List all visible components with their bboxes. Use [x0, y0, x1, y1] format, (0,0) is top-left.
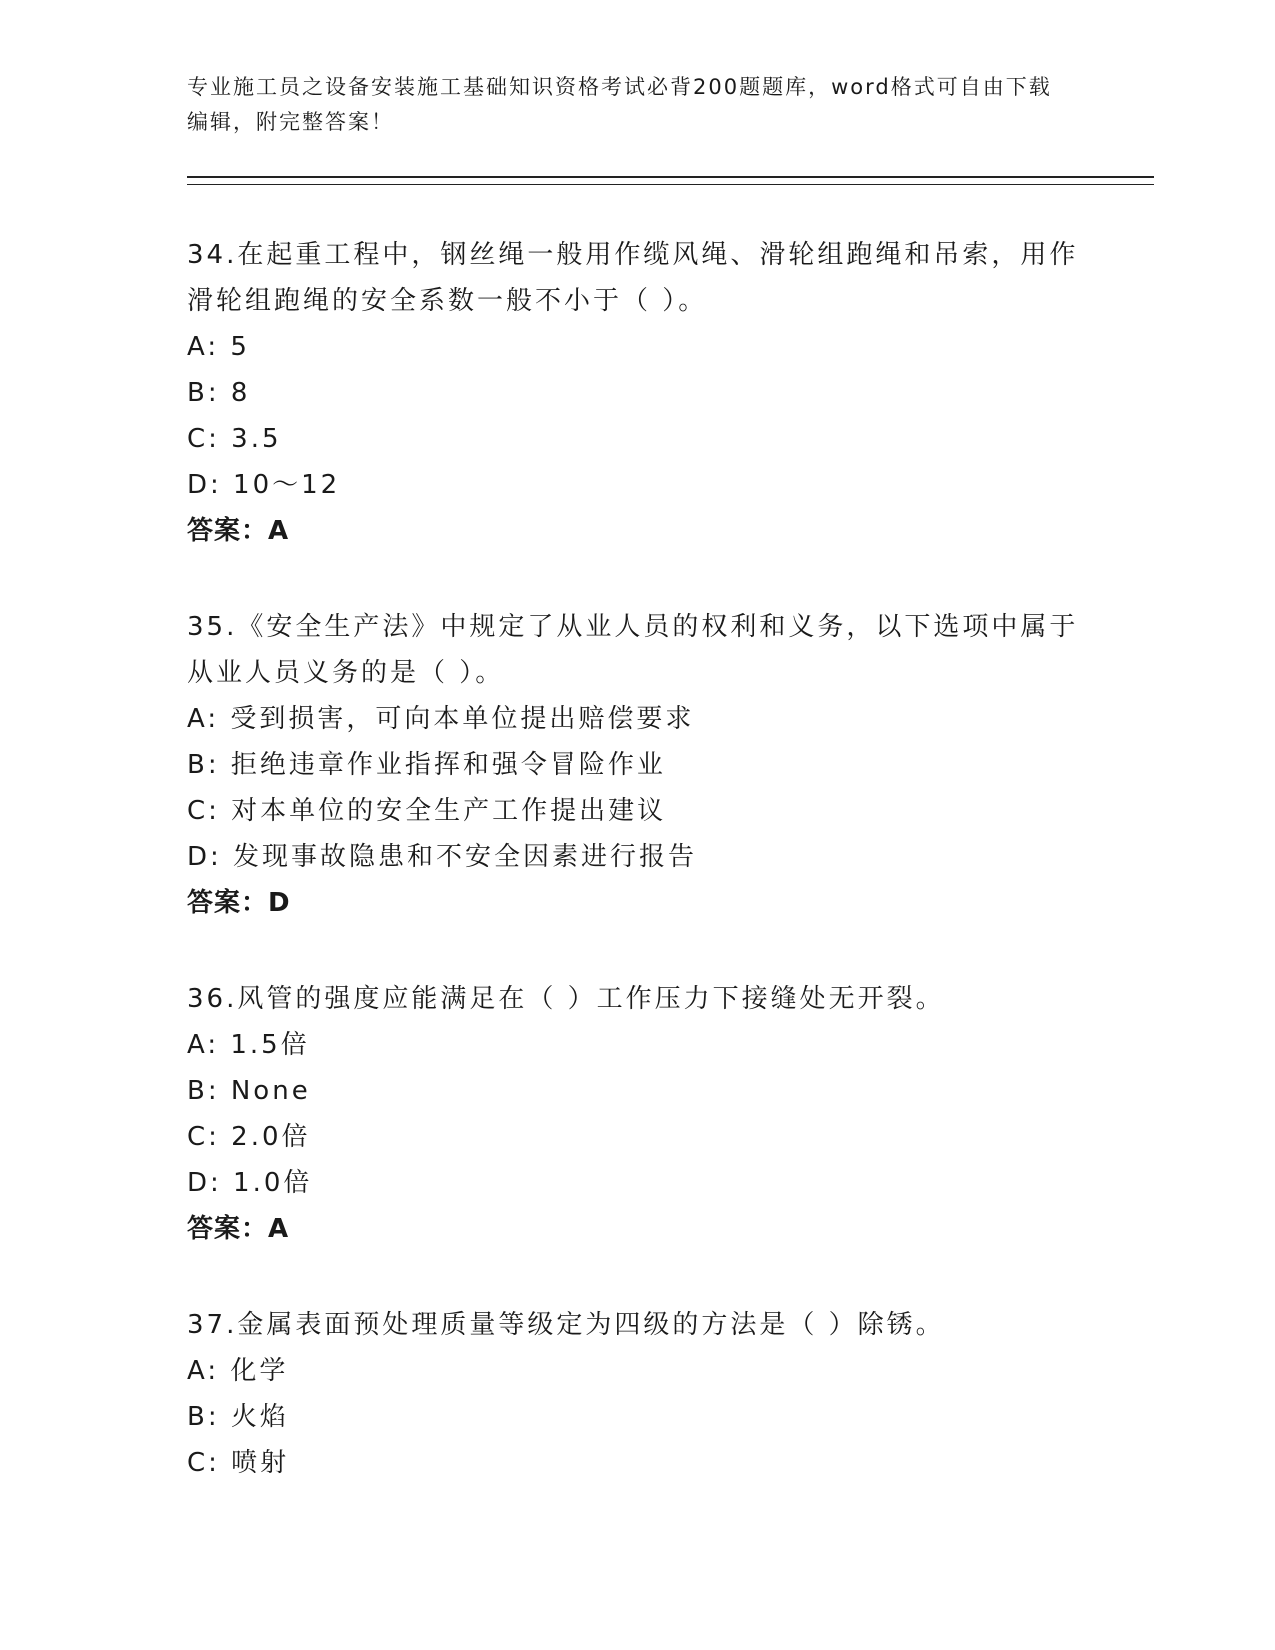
answer-label: 答案：D [187, 888, 291, 918]
question-stem: 34.在起重工程中，钢丝绳一般用作缆风绳、滑轮组跑绳和吊索，用作滑轮组跑绳的安全系数一般不小于（ ）。 [187, 240, 1079, 316]
question-stem: 35.《安全生产法》中规定了从业人员的权利和义务，以下选项中属于从业人员义务的是（ ）。 [187, 612, 1079, 688]
question-stem: 36.风管的强度应能满足在（ ）工作压力下接缝处无开裂。 [187, 984, 945, 1014]
option-b: B: 火焰 [187, 1402, 289, 1432]
option-d: D: 1.0倍 [187, 1168, 313, 1198]
option-d: D: 发现事故隐患和不安全因素进行报告 [187, 842, 698, 872]
option-b: B: 拒绝违章作业指挥和强令冒险作业 [187, 750, 666, 780]
question-list [187, 232, 1087, 1536]
option-c: C: 2.0倍 [187, 1122, 311, 1152]
option-d: D: 10～12 [187, 470, 341, 500]
question-stem: 37.金属表面预处理质量等级定为四级的方法是（ ）除锈。 [187, 1310, 945, 1340]
option-b: B: None [187, 1076, 311, 1106]
option-a: A: 化学 [187, 1356, 289, 1386]
option-a: A: 5 [187, 332, 250, 362]
option-a: A: 1.5倍 [187, 1030, 310, 1060]
document-header: 专业施工员之设备安装施工基础知识资格考试必背200题题库，word格式可自由下载编辑，附完整答案！ [187, 75, 1052, 134]
answer-label: 答案：A [187, 516, 290, 546]
option-c: C: 对本单位的安全生产工作提出建议 [187, 796, 667, 826]
option-a: A: 受到损害，可向本单位提出赔偿要求 [187, 704, 695, 734]
option-b: B: 8 [187, 378, 251, 408]
question-35 [187, 604, 1087, 926]
question-37 [187, 1302, 1087, 1486]
option-c: C: 3.5 [187, 424, 282, 454]
question-34 [187, 232, 1087, 554]
header-divider [187, 176, 1154, 185]
question-36 [187, 976, 1087, 1252]
answer-label: 答案：A [187, 1214, 290, 1244]
option-c: C: 喷射 [187, 1448, 290, 1478]
